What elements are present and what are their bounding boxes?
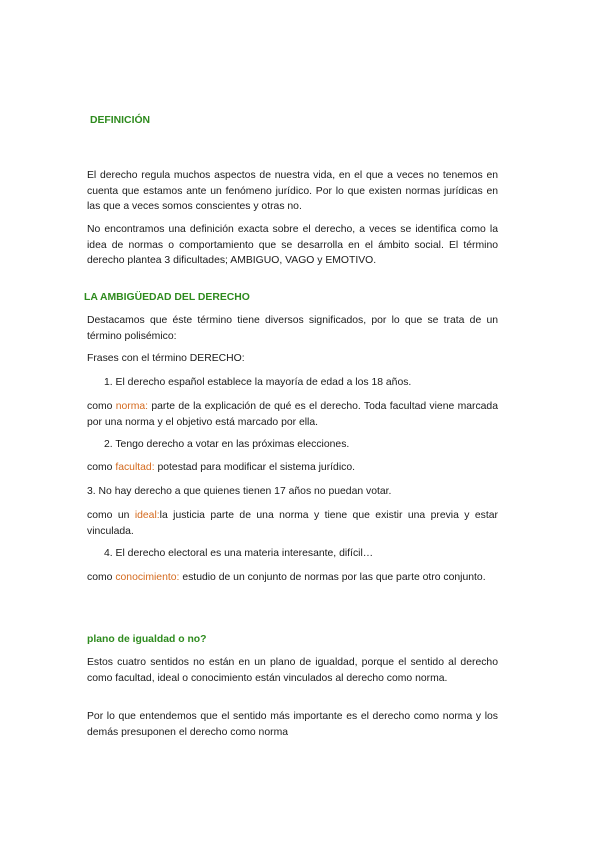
igualdad-paragraph-2: Por lo que entendemos que el sentido más importante es el derecho como norma y los demás presuponen el derecho como norma xyxy=(87,711,498,738)
igualdad-paragraph-1: Estos cuatro sentidos no están en un plano de igualdad, porque el sentido al derecho como facultad, ideal o conocimiento están vinculados al derecho como norma. xyxy=(87,657,498,684)
explanation-conocimiento xyxy=(87,570,498,586)
term-facultad: facultad: xyxy=(115,462,155,473)
heading-ambiguedad: LA AMBIGÜEDAD DEL DERECHO xyxy=(84,292,250,303)
explanation-text: parte de la explicación de qué es el derecho. Toda facultad viene marcada por una norma y el objetivo está marcado por ella. xyxy=(87,401,498,428)
explanation-text: potestad para modificar el sistema jurídico. xyxy=(157,462,355,473)
list-item-2: 2. Tengo derecho a votar en las próximas elecciones. xyxy=(104,439,350,450)
term-ideal: ideal: xyxy=(134,510,160,521)
term-conocimiento: conocimiento: xyxy=(115,572,180,583)
explanation-ideal xyxy=(87,508,498,539)
list-item-1: 1. El derecho español establece la mayoría de edad a los 18 años. xyxy=(104,377,412,388)
definicion-paragraph-1: El derecho regula muchos aspectos de nuestra vida, en el que a veces no tenemos en cuenta que estamos ante un fenómeno jurídico. Por lo que existen normas jurídicas en las que a veces somos conscientes y otras no. xyxy=(87,170,498,212)
frases-label: Frases con el término DERECHO: xyxy=(87,353,245,364)
explanation-text: estudio de un conjunto de normas por las que parte otro conjunto. xyxy=(182,572,486,583)
explanation-text: la justicia parte de una norma y tiene que existir una previa y estar vinculada. xyxy=(87,510,499,537)
explanation-norma xyxy=(87,399,498,430)
explanation-facultad xyxy=(87,460,355,476)
term-norma: norma: xyxy=(115,401,149,412)
explanation-prefix: como xyxy=(87,401,113,412)
heading-definicion: DEFINICIÓN xyxy=(90,115,151,126)
list-item-4: 4. El derecho electoral es una materia interesante, difícil… xyxy=(104,548,374,559)
explanation-prefix: como xyxy=(87,572,113,583)
heading-igualdad: plano de igualdad o no? xyxy=(87,634,207,645)
explanation-prefix: como xyxy=(87,462,113,473)
explanation-prefix: como un xyxy=(87,510,130,521)
list-item-3: 3. No hay derecho a que quienes tienen 17 años no puedan votar. xyxy=(87,486,392,497)
ambiguedad-intro: Destacamos que éste término tiene diversos significados, por lo que se trata de un término polisémico: xyxy=(87,315,498,342)
definicion-paragraph-2: No encontramos una definición exacta sobre el derecho, a veces se identifica como la idea de normas o comportamiento que se desarrolla en el ámbito social. El término derecho plantea 3 dificultades; AMBIGUO, VAGO y EMOTIVO. xyxy=(87,224,498,266)
